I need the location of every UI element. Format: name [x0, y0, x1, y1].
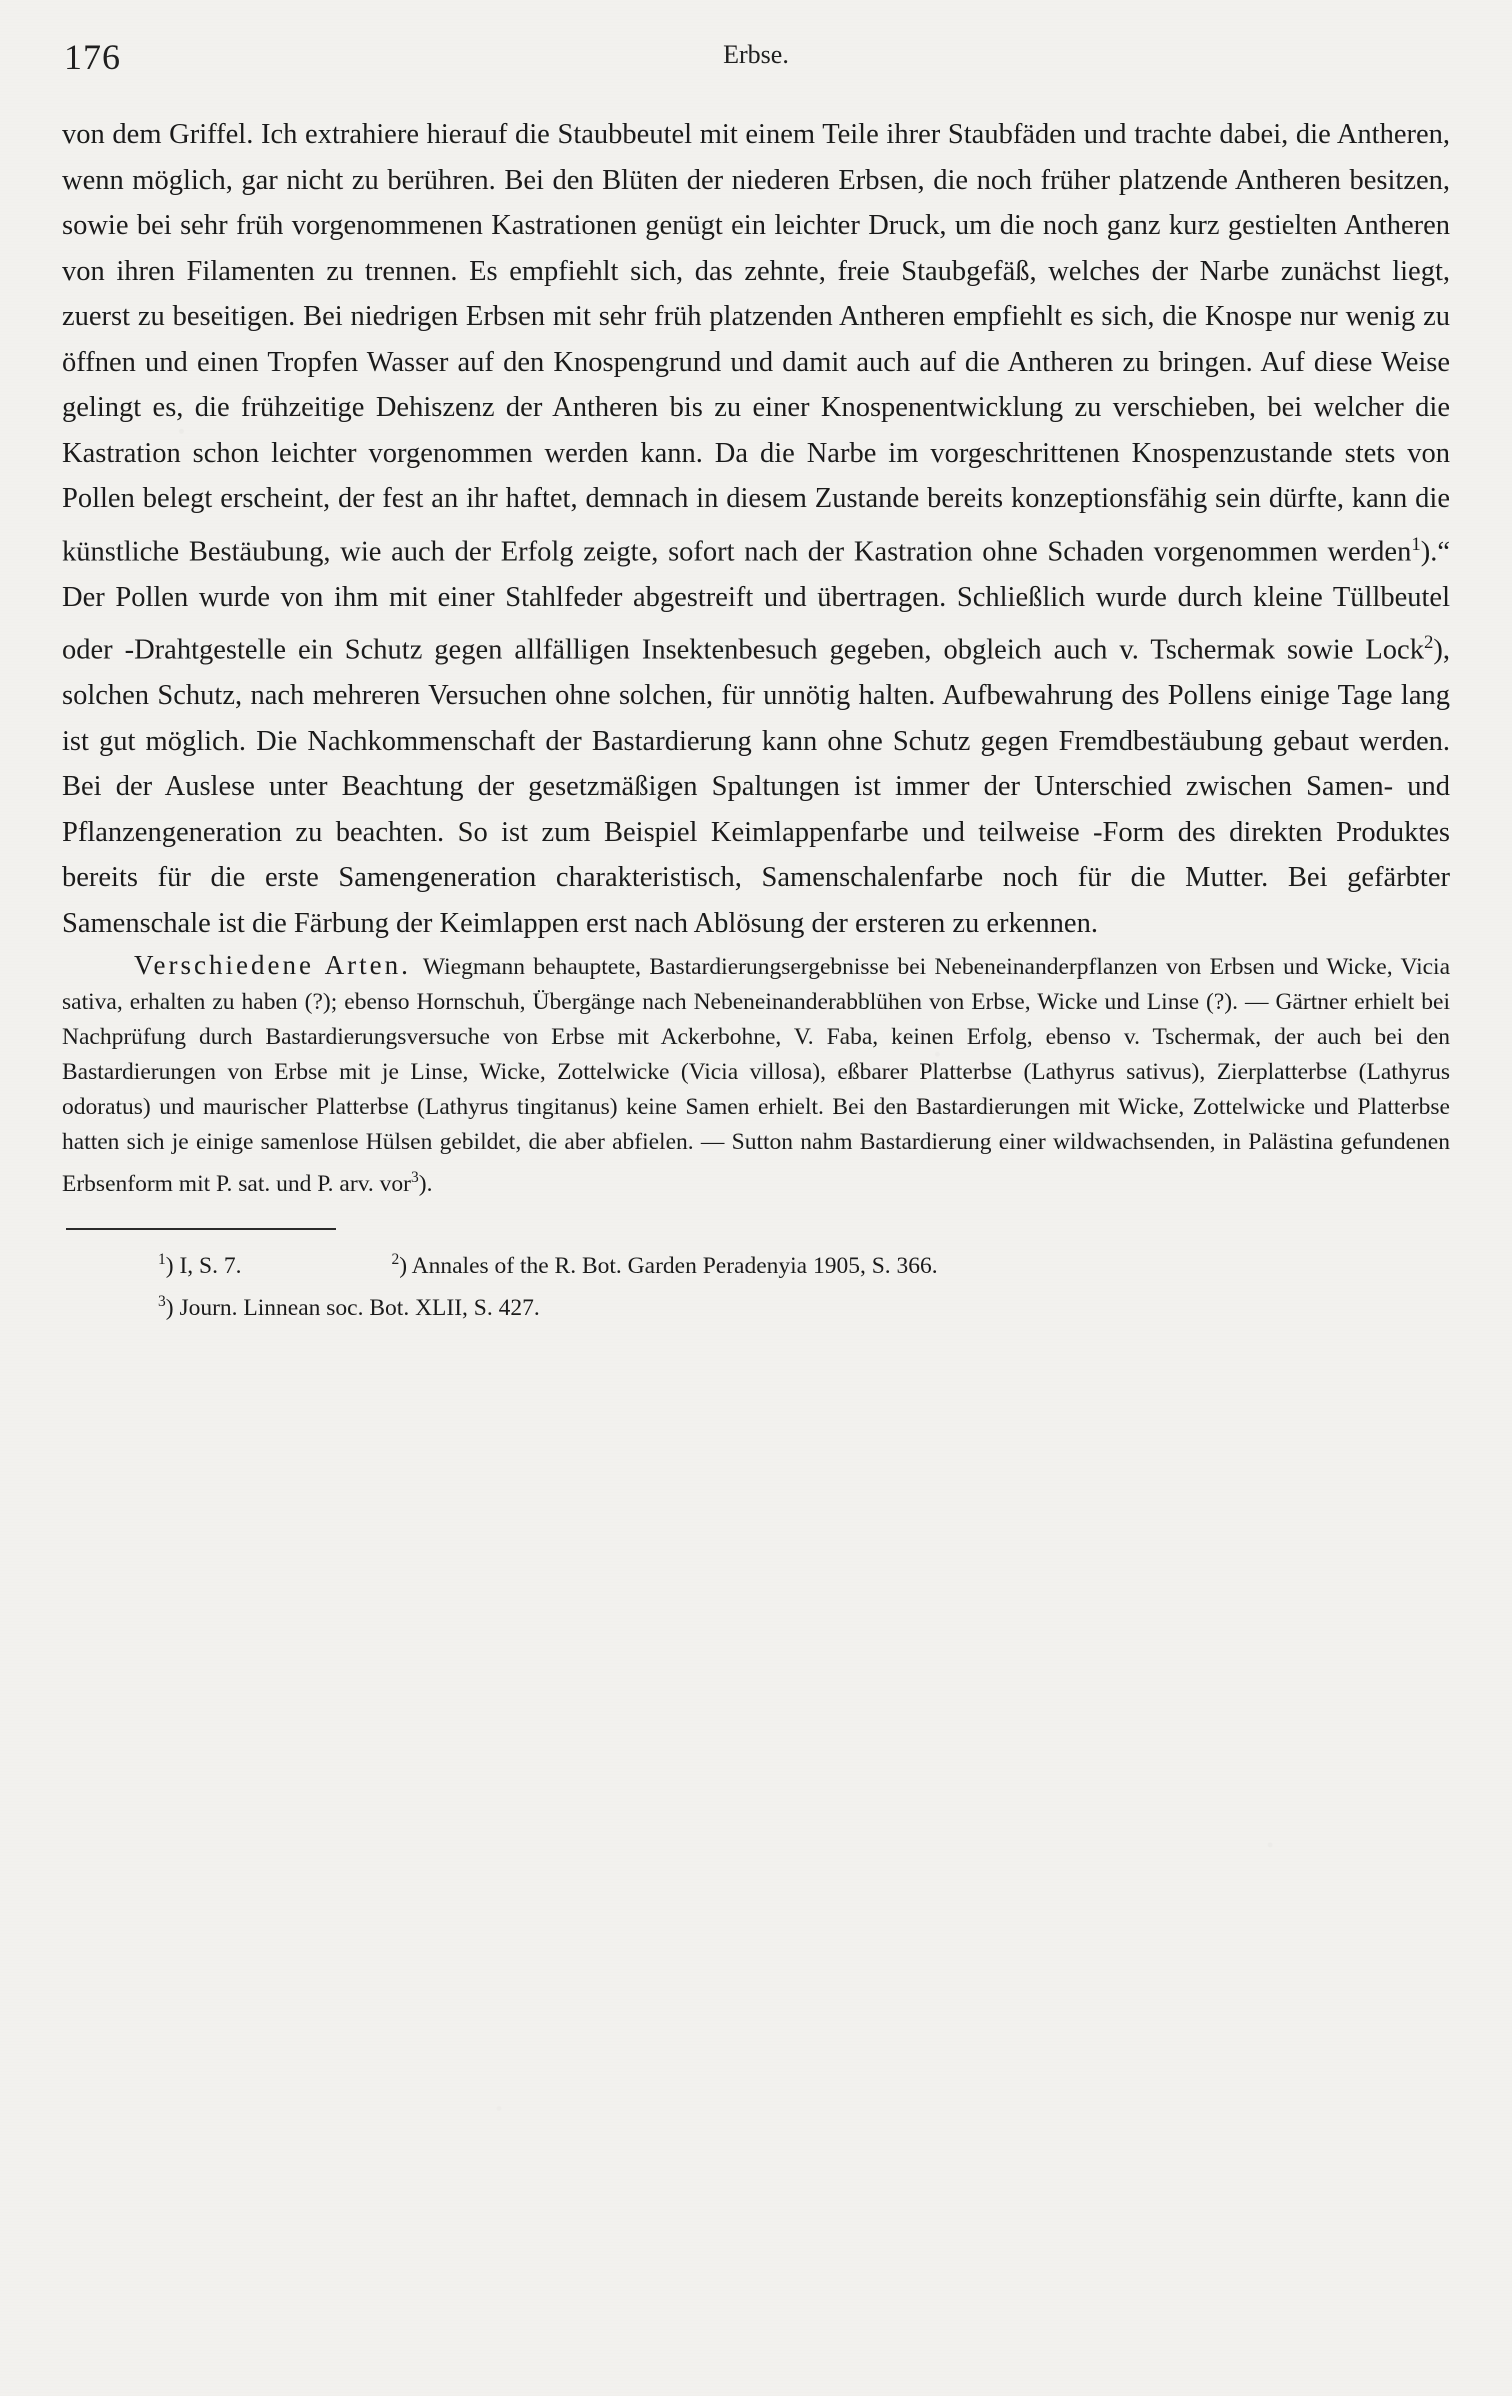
main-paragraph-part-1: von dem Griffel. Ich extrahiere hierauf die Staubbeutel mit einem Teile ihrer Staubfäden und trachte dabei, die Antheren, wenn möglich, gar nicht zu berühren. Bei den Blüten der niederen Erbsen, die noch früher platzende Antheren besitzen, sowie bei sehr früh vorgenommenen Kastrationen genügt ein leichter Druck, um die noch ganz kurz gestielten Antheren von ihren Filamenten zu trennen. Es empfiehlt sich, das zehnte, freie Staubgefäß, welches der Narbe zunächst liegt, zuerst zu beseitigen. Bei niedrigen Erbsen mit sehr früh platzenden Antheren empfiehlt es sich, die Knospe nur wenig zu öffnen und einen Tropfen Wasser auf den Knospengrund und damit auch auf die Antheren zu bringen. Auf diese Weise gelingt es, die frühzeitige Dehiszenz der Antheren bis zu einer Knospenentwicklung zu verschieben, bei welcher die Kastration schon leichter vorgenommen werden kann. Da die Narbe im vorgeschrittenen Knospenzustande stets von Pollen belegt erscheint, der fest an ihr haftet, demnach in diesem Zustande bereits konzeptionsfähig sein dürfte, kann die künstliche Bestäubung, wie auch der Erfolg zeigte, sofort nach der Kastration ohne Schaden vorgenommen werden	[62, 119, 1450, 567]
footnote-text-3: ) Journ. Linnean soc. Bot. XLII, S. 427.	[165, 1294, 540, 1321]
footnote-line-1	[62, 1242, 1450, 1284]
section-paragraph	[62, 948, 1450, 1202]
footnote-number-1: 1	[158, 1250, 166, 1268]
page-header	[62, 18, 1450, 104]
body-text	[62, 112, 1450, 1202]
footnotes	[62, 1242, 1450, 1326]
running-title: Erbse.	[723, 40, 789, 69]
section-heading: Verschiedene Arten.	[134, 950, 411, 980]
footnote-divider	[66, 1228, 336, 1230]
page-content	[62, 0, 1450, 1325]
footnote-number-2: 2	[391, 1250, 400, 1268]
main-paragraph	[62, 112, 1450, 946]
footnote-number-3: 3	[158, 1292, 166, 1310]
footnote-text-1: ) I, S. 7.	[165, 1252, 242, 1279]
footnote-ref-2: 2	[1423, 632, 1434, 653]
footnote-text-2: ) Annales of the R. Bot. Garden Peradenyia 1905, S. 366.	[399, 1252, 938, 1279]
section-paragraph-text: Wiegmann behauptete, Bastardierungsergebnisse bei Nebeneinanderpflanzen von Erbsen und Wicke, Vicia sativa, erhalten zu haben (?); ebenso Hornschuh, Übergänge nach Nebeneinanderabblühen von Erbse, Wicke und Linse (?). — Gärtner erhielt bei Nachprüfung durch Bastardierungsversuche von Erbse mit Ackerbohne, V. Faba, keinen Erfolg, ebenso v. Tschermak, der auch bei den Bastardierungen von Erbse mit je Linse, Wicke, Zottelwicke (Vicia villosa), eßbarer Platterbse (Lathyrus sativus), Zierplatterbse (Lathyrus odoratus) und maurischer Platterbse (Lathyrus tingitanus) keine Samen erhielt. Bei den Bastardierungen mit Wicke, Zottelwicke und Platterbse hatten sich je einige samenlose Hülsen gebildet, die aber abfielen. — Sutton nahm Bastardierung einer wildwachsenden, in Palästina gefundenen Erbsenform mit P. sat. und P. arv. vor	[62, 954, 1450, 1197]
main-paragraph-part-2: ).“ Der Pollen wurde von ihm mit einer Stahlfeder abgestreift und übertragen. Schließlich wurde durch kleine Tüllbeutel oder -Drahtgestelle ein Schutz gegen allfälligen Insektenbesuch gegeben, obgleich auch v. Tschermak sowie Lock	[62, 536, 1450, 666]
section-paragraph-end: ).	[418, 1170, 433, 1197]
footnote-ref-3: 3	[411, 1169, 419, 1186]
main-paragraph-part-3: ), solchen Schutz, nach mehreren Versuchen ohne solchen, für unnötig halten. Aufbewahrung des Pollens einige Tage lang ist gut möglich. Die Nachkommenschaft der Bastardierung kann ohne Schutz gegen Fremdbestäubung gebaut werden. Bei der Auslese unter Beachtung der gesetzmäßigen Spaltungen ist immer der Unterschied zwischen Samen- und Pflanzengeneration zu beachten. So ist zum Beispiel Keimlappenfarbe und teilweise -Form des direkten Produktes bereits für die erste Samengeneration charakteristisch, Samenschalenfarbe noch für die Mutter. Bei gefärbter Samenschale ist die Färbung der Keimlappen erst nach Ablösung der ersteren zu erkennen.	[62, 634, 1450, 939]
page-number: 176	[64, 37, 121, 77]
footnote-line-2	[62, 1284, 1450, 1326]
footnote-ref-1: 1	[1411, 533, 1421, 555]
